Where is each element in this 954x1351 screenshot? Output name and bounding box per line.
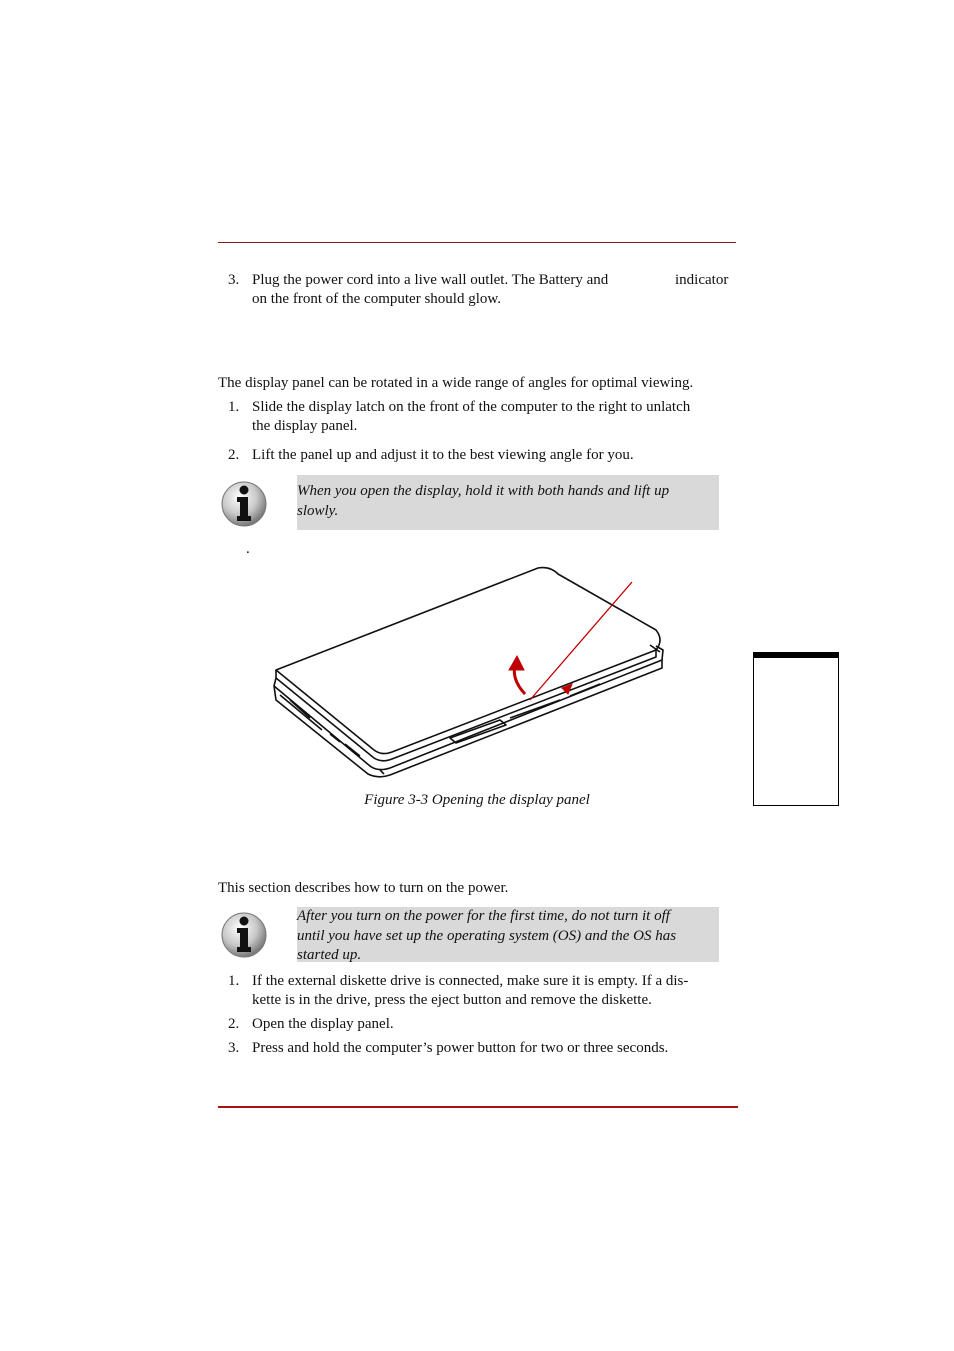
step-number: 2. (228, 447, 240, 463)
step-number: 2. (228, 1016, 240, 1032)
step-text-line1: Plug the power cord into a live wall outlet. The Battery and (252, 272, 609, 288)
note-display (297, 475, 719, 530)
step-text-line2: the display panel. (252, 418, 358, 434)
info-icon (220, 478, 268, 530)
footer-rule (218, 1106, 738, 1108)
note-line-2: slowly. (297, 503, 339, 519)
step-text-line1: Slide the display latch on the front of the computer to the right to unlatch (252, 399, 691, 415)
step-number: 3. (228, 1040, 240, 1056)
step-text-line1: Open the display panel. (252, 1016, 394, 1032)
header-rule (218, 242, 736, 243)
step-text-line1: If the external diskette drive is connected, make sure it is empty. If a dis- (252, 973, 689, 989)
step-text-line1: Lift the panel up and adjust it to the best viewing angle for you. (252, 447, 634, 463)
laptop-illustration (270, 560, 690, 780)
note-line-1: After you turn on the power for the first time, do not turn it off (297, 908, 670, 924)
step-number: 1. (228, 399, 240, 415)
chapter-side-tab (753, 652, 839, 806)
step-text-line2: on the front of the computer should glow. (252, 291, 501, 307)
step-text-line1: Press and hold the computer’s power button for two or three seconds. (252, 1040, 669, 1056)
figure-caption: Figure 3-3 Opening the display panel (364, 792, 590, 808)
note-power (297, 907, 719, 962)
step-text-indicator: indicator (675, 272, 729, 288)
power-intro: This section describes how to turn on the power. (218, 880, 509, 896)
note-line-2: until you have set up the operating system (OS) and the OS has (297, 928, 677, 944)
step-number: 3. (228, 272, 240, 288)
info-icon (220, 909, 268, 961)
step-text-line2: kette is in the drive, press the eject button and remove the diskette. (252, 992, 652, 1008)
display-intro: The display panel can be rotated in a wide range of angles for optimal viewing. (218, 375, 694, 391)
note-line-1: When you open the display, hold it with both hands and lift up (297, 483, 670, 499)
stray-period: . (246, 541, 250, 557)
step-number: 1. (228, 973, 240, 989)
note-line-3: started up. (297, 947, 362, 963)
